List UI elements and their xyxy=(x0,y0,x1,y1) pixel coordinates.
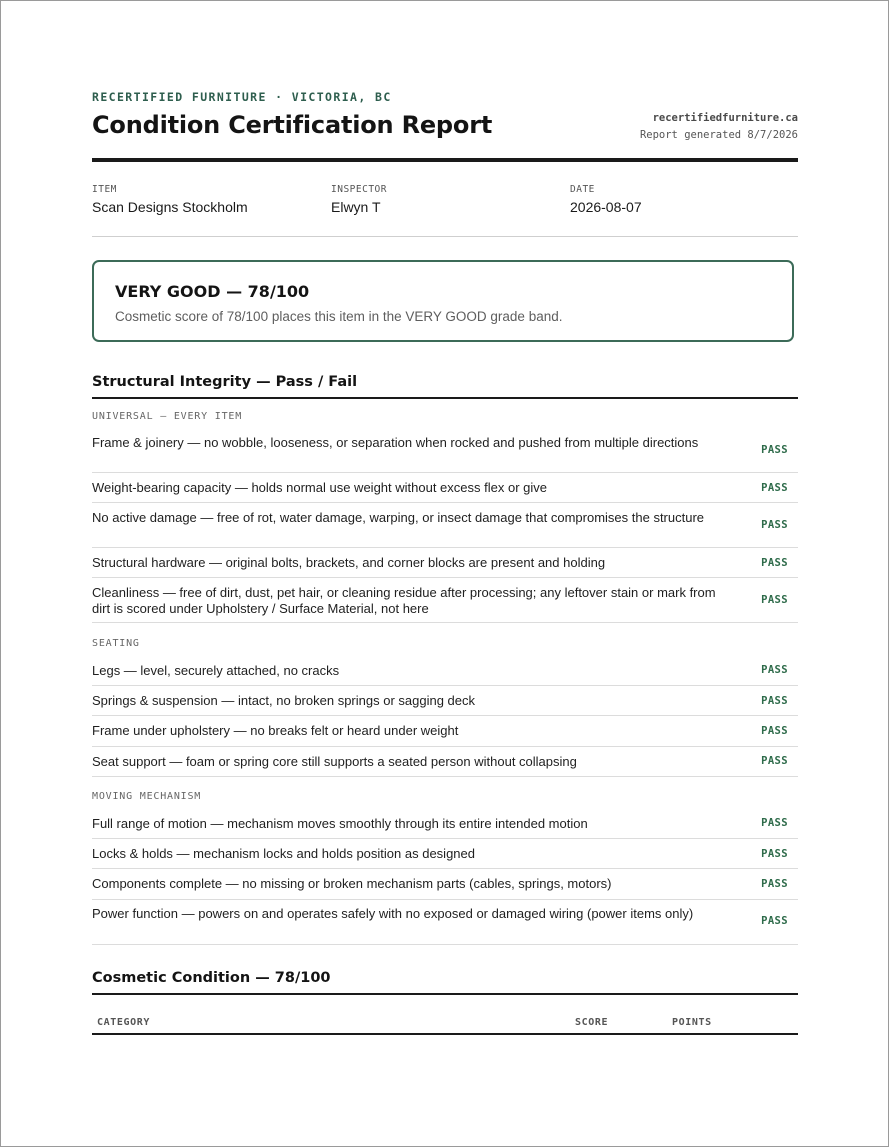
generated-date: Report generated 8/7/2026 xyxy=(639,129,798,141)
check-row xyxy=(92,686,798,716)
status-badge: PASS xyxy=(761,695,788,707)
check-row xyxy=(92,900,798,945)
info-item xyxy=(92,184,248,215)
status-badge: PASS xyxy=(761,878,788,890)
status-badge: PASS xyxy=(761,915,788,927)
check-text: No active damage — free of rot, water damage, warping, or insect damage that compromises the structure xyxy=(92,510,705,525)
check-row xyxy=(92,548,798,578)
site-link[interactable]: recertifiedfurniture.ca xyxy=(652,112,798,124)
inspector-value: Elwyn T xyxy=(331,199,381,215)
status-badge: PASS xyxy=(761,594,788,606)
status-badge: PASS xyxy=(761,482,788,494)
check-text: Frame & joinery — no wobble, looseness, or separation when rocked and pushed from multiple directions xyxy=(92,435,699,450)
cosmetic-section-rule xyxy=(92,993,798,995)
item-label: ITEM xyxy=(92,184,117,195)
column-header-category: CATEGORY xyxy=(97,1017,150,1028)
status-badge: PASS xyxy=(761,664,788,676)
grade-description: Cosmetic score of 78/100 places this item in the VERY GOOD grade band. xyxy=(115,309,563,324)
check-text: Full range of motion — mechanism moves smoothly through its entire intended motion xyxy=(92,816,588,831)
group-label-seating: SEATING xyxy=(92,638,140,649)
date-value: 2026-08-07 xyxy=(570,199,642,215)
item-value: Scan Designs Stockholm xyxy=(92,199,248,215)
status-badge: PASS xyxy=(761,725,788,737)
status-badge: PASS xyxy=(761,817,788,829)
header-divider xyxy=(92,158,798,162)
check-text: Seat support — foam or spring core still supports a seated person without collapsing xyxy=(92,754,577,769)
check-text: Structural hardware — original bolts, brackets, and corner blocks are present and holding xyxy=(92,555,606,570)
grade-card xyxy=(92,260,794,342)
inspector-label: INSPECTOR xyxy=(331,184,387,195)
status-badge: PASS xyxy=(761,557,788,569)
check-row xyxy=(92,839,798,869)
check-text: Springs & suspension — intact, no broken springs or sagging deck xyxy=(92,693,475,708)
check-row xyxy=(92,503,798,548)
page-title: Condition Certification Report xyxy=(92,111,493,139)
date-label: DATE xyxy=(570,184,595,195)
cosmetic-table-header xyxy=(92,997,798,1035)
column-header-points: POINTS xyxy=(672,1017,712,1028)
check-row xyxy=(92,869,798,900)
group-label-universal: UNIVERSAL — EVERY ITEM xyxy=(92,411,243,422)
check-text: Frame under upholstery — no breaks felt or heard under weight xyxy=(92,723,459,738)
check-text: Legs — level, securely attached, no cracks xyxy=(92,663,340,678)
check-row xyxy=(92,655,798,686)
status-badge: PASS xyxy=(761,755,788,767)
info-inspector xyxy=(331,184,387,215)
check-text: Cleanliness — free of dirt, dust, pet hair, or cleaning residue after processing; any leftover stain or mark from dirt is scored under Upholstery / Surface Material, not here xyxy=(92,585,716,616)
info-date xyxy=(570,184,642,215)
check-row xyxy=(92,427,798,473)
check-row xyxy=(92,808,798,839)
check-text: Weight-bearing capacity — holds normal use weight without excess flex or give xyxy=(92,480,547,495)
check-row xyxy=(92,473,798,503)
check-row xyxy=(92,578,798,623)
check-row xyxy=(92,747,798,777)
group-label-moving-mechanism: MOVING MECHANISM xyxy=(92,791,202,802)
grade-title: VERY GOOD — 78/100 xyxy=(115,282,310,301)
check-text: Components complete — no missing or broken mechanism parts (cables, springs, motors) xyxy=(92,876,612,891)
status-badge: PASS xyxy=(761,848,788,860)
report-meta xyxy=(640,110,798,144)
check-text: Power function — powers on and operates safely with no exposed or damaged wiring (power items only) xyxy=(92,906,694,921)
cosmetic-section-title: Cosmetic Condition — 78/100 xyxy=(92,970,331,986)
structural-section-rule xyxy=(92,397,798,399)
status-badge: PASS xyxy=(761,519,788,531)
check-text: Locks & holds — mechanism locks and holds position as designed xyxy=(92,846,475,861)
check-row xyxy=(92,716,798,747)
status-badge: PASS xyxy=(761,444,788,456)
brand-line: RECERTIFIED FURNITURE · VICTORIA, BC xyxy=(92,90,392,104)
info-bar xyxy=(92,184,798,237)
column-header-score: SCORE xyxy=(575,1017,609,1028)
structural-section-title: Structural Integrity — Pass / Fail xyxy=(92,374,358,390)
